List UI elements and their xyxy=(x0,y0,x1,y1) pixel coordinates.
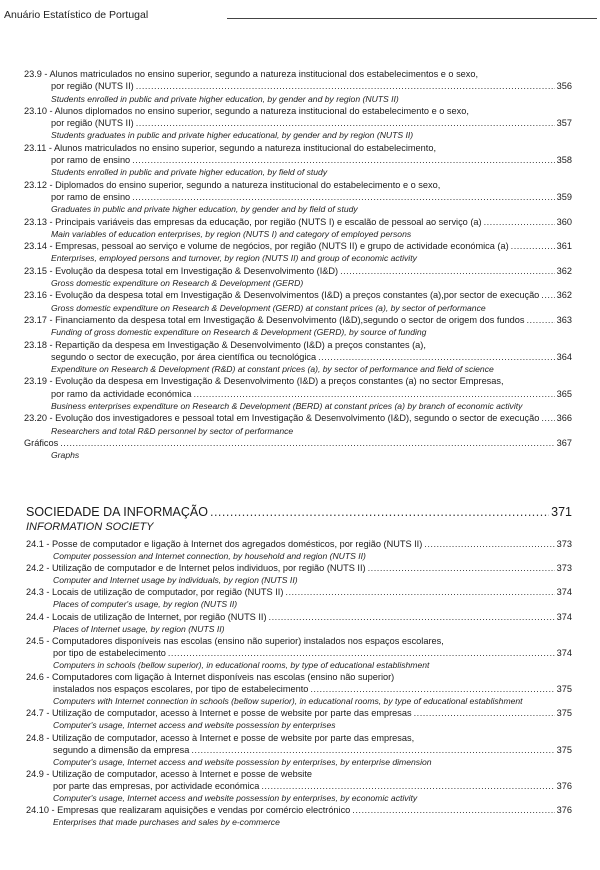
toc-entry-line xyxy=(24,154,572,166)
entry-title-en: Enterprises, employed persons and turnover, by region (NUTS II) and group of economic activity xyxy=(51,253,417,264)
entry-title: 24.6 - Computadores com ligação à Internet disponíveis nas escolas (ensino não superior) xyxy=(26,672,395,683)
toc-entry-line xyxy=(24,388,572,400)
toc-entry xyxy=(26,538,572,562)
entry-title: 23.14 - Empresas, pessoal ao serviço e volume de negócios, por região (NUTS II) e grupo de actividade económica (a) xyxy=(24,241,509,252)
entry-title: por ramo da actividade económica xyxy=(51,388,192,399)
entry-title-en: Computers in schools (bellow superior), in educational rooms, by type of educational establishment xyxy=(53,659,430,670)
toc-entry-line xyxy=(26,647,572,659)
toc-entry-line xyxy=(24,179,572,191)
entry-title: por ramo de ensino xyxy=(51,155,131,166)
entry-title-en: Computer and Internet usage by individuals, by region (NUTS II) xyxy=(53,575,298,586)
entry-title-en: Graphs xyxy=(51,450,80,461)
entry-title: 24.5 - Computadores disponíveis nas escolas (ensino não superior) instalados nos espaços escolares, xyxy=(26,635,444,646)
entry-title-en: Main variables of education enterprises, by region (NUTS I) and category of employed persons xyxy=(51,228,412,239)
entry-page-number: 358 xyxy=(556,155,572,166)
entry-title-en: Graduates in public and private higher education, by gender and by field of study xyxy=(51,204,358,215)
toc-entry-line xyxy=(26,780,572,792)
toc-entry xyxy=(26,671,572,707)
toc-entry-line xyxy=(24,191,572,203)
entry-page-number: 361 xyxy=(556,241,572,252)
entry-title: 24.4 - Locais de utilização de Internet, por região (NUTS II) xyxy=(26,611,267,622)
toc-entry-line xyxy=(26,586,572,598)
dot-leader xyxy=(191,744,554,756)
toc-entry-line xyxy=(26,671,572,683)
toc-entry xyxy=(24,216,572,241)
entry-title-en: Enterprises that made purchases and sales by e-commerce xyxy=(53,817,280,828)
toc-entry-line xyxy=(24,289,572,301)
toc-entry-line xyxy=(24,351,572,363)
toc-section-information-society xyxy=(26,505,572,828)
dot-leader xyxy=(318,351,555,363)
entry-page-number: 376 xyxy=(556,805,572,816)
entry-page-number: 356 xyxy=(556,81,572,92)
section-page: 371 xyxy=(551,505,572,519)
entry-title: 23.17 - Financiamento da despesa total em Investigação & Desenvolvimento (I&D),segundo o sector de origem dos fundos xyxy=(24,314,525,325)
entry-title: por tipo de estabelecimento xyxy=(53,647,166,658)
toc-entry-line xyxy=(24,117,572,129)
entry-title: 24.7 - Utilização de computador, acesso à Internet e posse de website por parte das empresas xyxy=(26,708,412,719)
entry-title: segundo a dimensão da empresa xyxy=(53,744,190,755)
entry-title: por parte das empresas, por actividade económica xyxy=(53,780,260,791)
dot-leader xyxy=(210,505,549,520)
entry-title: 23.16 - Evolução da despesa total em Investigação & Desenvolvimentos (I&D) a preços constantes (a),por sector de execução xyxy=(24,290,540,301)
entry-title-en: Business enterprises expenditure on Research & Development (BERD) at constant prices (a) by branch of economic activity xyxy=(51,401,523,412)
entry-title: 23.15 - Evolução da despesa total em Investigação & Desenvolvimento (I&D) xyxy=(24,265,339,276)
entry-title-en: Gross domestic expenditure on Research & Development (GERD) at constant prices (a), by sector of performance xyxy=(51,302,486,313)
entry-page-number: 374 xyxy=(556,647,572,658)
toc-entry-line xyxy=(26,804,572,816)
toc-entry xyxy=(24,437,572,462)
toc-entry xyxy=(26,732,572,768)
entry-title-en: Expenditure on Research & Development (R&D) at constant prices (a), by sector of performance and field of science xyxy=(51,364,494,375)
toc-entry-line xyxy=(24,216,572,228)
dot-leader xyxy=(269,611,555,623)
toc-entry-line xyxy=(24,80,572,92)
entry-page-number: 364 xyxy=(556,351,572,362)
section-title-en: INFORMATION SOCIETY xyxy=(26,521,154,533)
dot-leader xyxy=(340,265,555,277)
entry-page-number: 362 xyxy=(556,265,572,276)
toc-entry-line xyxy=(24,142,572,154)
toc-entry xyxy=(24,412,572,437)
toc-entry-line xyxy=(26,611,572,623)
toc-entry xyxy=(24,314,572,339)
dot-leader xyxy=(511,240,555,252)
entry-page-number: 373 xyxy=(556,563,572,574)
entry-title-en: Computers with Internet connection in schools (bellow superior), in educational rooms, by type of educational establishment xyxy=(53,696,523,707)
entry-title-en: Researchers and total R&D personnel by sector of performance xyxy=(51,425,294,436)
dot-leader xyxy=(132,191,554,203)
dot-leader xyxy=(368,562,555,574)
toc-section-education xyxy=(24,68,572,462)
toc-entry xyxy=(24,289,572,314)
toc-entry xyxy=(24,339,572,376)
toc-entry xyxy=(26,611,572,635)
header-rule xyxy=(227,18,597,19)
toc-entry-line xyxy=(24,240,572,252)
entry-title-en: Funding of gross domestic expenditure on Research & Development (GERD), by source of funding xyxy=(51,327,427,338)
entry-page-number: 374 xyxy=(556,587,572,598)
toc-entry xyxy=(24,240,572,265)
toc-entry xyxy=(26,804,572,828)
toc-entry-line xyxy=(24,105,572,117)
toc-entry xyxy=(26,562,572,586)
entry-title: 23.12 - Diplomados do ensino superior, segundo a natureza institucional do estabelecimento e o sexo, xyxy=(24,179,441,190)
toc-entry xyxy=(26,768,572,804)
dot-leader xyxy=(193,388,554,400)
toc-entry-line xyxy=(24,314,572,326)
dot-leader xyxy=(310,683,554,695)
dot-leader xyxy=(168,647,555,659)
entry-page-number: 360 xyxy=(556,216,572,227)
toc-entry-line xyxy=(26,707,572,719)
entry-page-number: 357 xyxy=(556,118,572,129)
dot-leader xyxy=(136,80,555,92)
toc-list xyxy=(26,538,572,828)
entry-title: 24.3 - Locais de utilização de computador, por região (NUTS II) xyxy=(26,587,284,598)
toc-entry-line xyxy=(24,339,572,351)
entry-title-en: Students enrolled in public and private higher education, by gender and by region (NUTS II) xyxy=(51,93,399,104)
dot-leader xyxy=(261,780,554,792)
toc-entry xyxy=(26,586,572,610)
toc-entry-line xyxy=(24,375,572,387)
dot-leader xyxy=(541,412,554,424)
entry-title: 24.8 - Utilização de computador, acesso à Internet e posse de website por parte das empresas, xyxy=(26,732,415,743)
toc-entry xyxy=(24,105,572,142)
toc-entry-line xyxy=(26,635,572,647)
toc-entry-line xyxy=(24,68,572,80)
toc-entry xyxy=(26,635,572,671)
section-heading xyxy=(26,505,572,534)
toc-entry-line xyxy=(26,732,572,744)
toc-entry xyxy=(24,142,572,179)
entry-title: 23.11 - Alunos matriculados no ensino superior, segundo a natureza institucional do estabelecimento, xyxy=(24,142,436,153)
toc-entry xyxy=(24,179,572,216)
toc-entry-line xyxy=(24,412,572,424)
toc-entry-line xyxy=(26,744,572,756)
entry-title-en: Places of Internet usage, by region (NUTS II) xyxy=(53,623,225,634)
dot-leader xyxy=(424,538,554,550)
toc-entry-line xyxy=(24,437,572,449)
entry-page-number: 375 xyxy=(556,708,572,719)
entry-title-en: Gross domestic expenditure on Research & Development (GERD) xyxy=(51,278,304,289)
entry-page-number: 374 xyxy=(556,611,572,622)
entry-title-en: Students enrolled in public and private higher education, by field of study xyxy=(51,167,328,178)
entry-title-en: Computer's usage, Internet access and website possession by enterprises xyxy=(53,720,336,731)
toc-entry-line xyxy=(26,683,572,695)
dot-leader xyxy=(541,289,554,301)
entry-title: 23.20 - Evolução dos investigadores e pessoal total em Investigação & Desenvolvimento (I&D), segundo o sector de execução xyxy=(24,413,540,424)
entry-page-number: 376 xyxy=(556,780,572,791)
entry-title-en: Computer possession and Internet connection, by household and region (NUTS II) xyxy=(53,551,366,562)
dot-leader xyxy=(136,117,555,129)
entry-title: 24.9 - Utilização de computador, acesso à Internet e posse de website xyxy=(26,768,313,779)
entry-title: 24.1 - Posse de computador e ligação à Internet dos agregados domésticos, por região (NUTS II) xyxy=(26,539,423,549)
section-title: SOCIEDADE DA INFORMAÇÃO xyxy=(26,505,208,519)
entry-title: 23.13 - Principais variáveis das empresas da educação, por região (NUTS I) e escalão de pessoal ao serviço (a) xyxy=(24,216,482,227)
dot-leader xyxy=(285,586,554,598)
entry-page-number: 363 xyxy=(556,314,572,325)
entry-page-number: 362 xyxy=(556,290,572,301)
entry-page-number: 365 xyxy=(556,388,572,399)
entry-title-en: Computer's usage, Internet access and website possession by enterprises, by enterprise dimension xyxy=(53,756,432,767)
toc-entry xyxy=(24,265,572,290)
entry-title: 24.10 - Empresas que realizaram aquisições e vendas por comércio electrónico xyxy=(26,805,351,816)
entry-page-number: 373 xyxy=(556,539,572,549)
dot-leader xyxy=(132,154,554,166)
entry-title: por região (NUTS II) xyxy=(51,118,134,129)
entry-title-en: Computer's usage, Internet access and website possession by enterprises, by economic activity xyxy=(53,792,418,803)
toc-entry-line xyxy=(26,538,572,550)
entry-title: 23.18 - Repartição da despesa em Investigação & Desenvolvimento (I&D) a preços constantes (a), xyxy=(24,339,426,350)
entry-title-en: Places of computer's usage, by region (NUTS II) xyxy=(53,599,238,610)
entry-title: instalados nos espaços escolares, por tipo de estabelecimento xyxy=(53,684,309,695)
entry-page-number: 375 xyxy=(556,744,572,755)
running-header: Anuário Estatístico de Portugal xyxy=(4,9,149,21)
toc-entry xyxy=(26,707,572,731)
dot-leader xyxy=(352,804,554,816)
toc-entry xyxy=(24,375,572,412)
toc-entry-line xyxy=(26,562,572,574)
dot-leader xyxy=(60,437,554,449)
entry-page-number: 359 xyxy=(556,191,572,202)
dot-leader xyxy=(414,707,555,719)
dot-leader xyxy=(527,314,555,326)
toc-entry-line xyxy=(26,768,572,780)
toc-entry xyxy=(24,68,572,105)
entry-title: 23.19 - Evolução da despesa em Investigação & Desenvolvimento (I&D) a preços constantes (a) no sector Empresas, xyxy=(24,376,504,387)
entry-title: 24.2 - Utilização de computador e de Internet pelos individuos, por região (NUTS II) xyxy=(26,563,366,574)
entry-title: 23.9 - Alunos matriculados no ensino superior, segundo a natureza institucional dos estabelecimentos e o sexo, xyxy=(24,69,479,79)
dot-leader xyxy=(484,216,555,228)
entry-title-en: Students graduates in public and private higher educational, by gender and by region (NUTS II) xyxy=(51,130,414,141)
entry-page-number: 366 xyxy=(556,413,572,424)
entry-page-number: 367 xyxy=(556,437,572,448)
entry-title: por região (NUTS II) xyxy=(51,81,134,92)
entry-title: Gráficos xyxy=(24,437,59,448)
toc-entry-line xyxy=(24,265,572,277)
entry-title: 23.10 - Alunos diplomados no ensino superior, segundo a natureza institucional do estabelecimento e o sexo, xyxy=(24,105,469,116)
entry-page-number: 375 xyxy=(556,684,572,695)
entry-title: segundo o sector de execução, por área científica ou tecnológica xyxy=(51,351,317,362)
entry-title: por ramo de ensino xyxy=(51,191,131,202)
